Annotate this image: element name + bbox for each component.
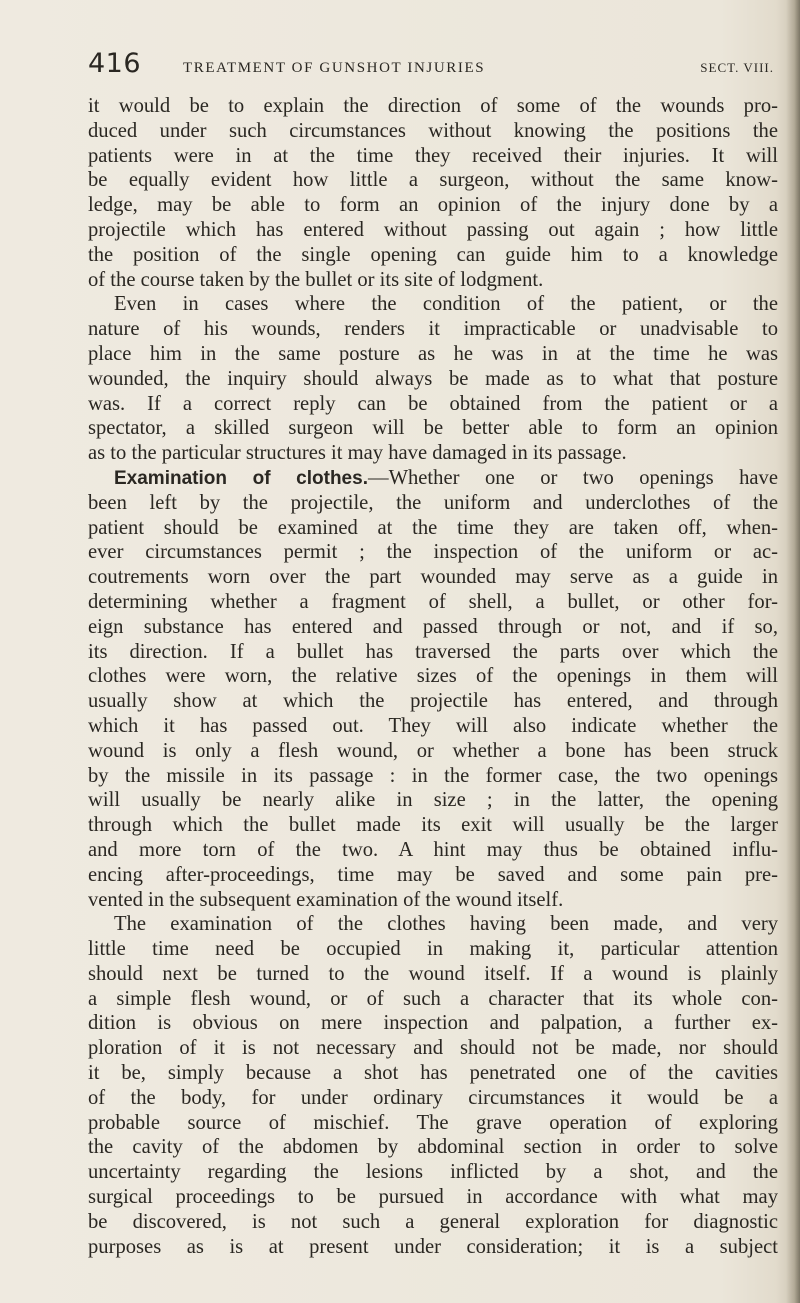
text-line: ever circumstances permit ; the inspection of the uniform or ac- — [88, 541, 778, 564]
text-line: ploration of it is not necessary and should not be made, nor should — [88, 1037, 778, 1060]
text-line: duced under such circumstances without knowing the positions the — [88, 119, 778, 142]
text-line: be discovered, is not such a general exploration for diagnostic — [88, 1210, 778, 1233]
text-line: usually show at which the projectile has entered, and through — [88, 690, 778, 713]
text-line: spectator, a skilled surgeon will be better able to form an opinion — [88, 417, 778, 440]
text-line: and more torn of the two. A hint may thus be obtained influ- — [88, 838, 778, 861]
text-line: the cavity of the abdomen by abdominal section in order to solve — [88, 1136, 778, 1159]
text-line: it would be to explain the direction of some of the wounds pro- — [88, 95, 778, 117]
text-line: the position of the single opening can guide him to a knowledge — [88, 243, 778, 266]
text-line: it be, simply because a shot has penetrated one of the cavities — [88, 1062, 778, 1085]
section-heading-line — [88, 466, 778, 491]
running-header — [88, 48, 774, 88]
text-line: dition is obvious on mere inspection and palpation, a further ex- — [88, 1012, 778, 1035]
text-line: its direction. If a bullet has traversed the parts over which the — [88, 640, 778, 663]
text-line: patient should be examined at the time they are taken off, when- — [88, 516, 778, 539]
running-title: TREATMENT OF GUNSHOT INJURIES — [183, 60, 486, 76]
paragraph-start-line: The examination of the clothes having been made, and very — [114, 913, 778, 936]
section-heading: Examination of clothes. — [114, 467, 368, 489]
text-line: surgical proceedings to be pursued in accordance with what may — [88, 1186, 778, 1209]
text-line: projectile which has entered without passing out again ; how little — [88, 218, 778, 241]
page-number: 416 — [88, 48, 142, 79]
text-line: will usually be nearly alike in size ; in the latter, the opening — [88, 789, 778, 812]
text-line: place him in the same posture as he was in at the time he was — [88, 342, 778, 365]
text-line: of the course taken by the bullet or its site of lodgment. — [88, 268, 544, 291]
text-line: eign substance has entered and passed through or not, and if so, — [88, 615, 778, 638]
text-line: vented in the subsequent examination of the wound itself. — [88, 888, 564, 911]
text-line: patients were in at the time they received their injuries. It will — [88, 144, 778, 167]
paragraph-start-line: Even in cases where the condition of the patient, or the — [114, 293, 778, 316]
page-edge-shadow — [786, 0, 800, 1303]
text-line: should next be turned to the wound itself. If a wound is plainly — [88, 962, 778, 985]
text-line: coutrements worn over the part wounded may serve as a guide in — [88, 566, 778, 589]
text-line: purposes as is at present under consideration; it is a subject — [88, 1235, 778, 1258]
text-line: a simple flesh wound, or of such a character that its whole con- — [88, 987, 778, 1010]
text-line: of the body, for under ordinary circumstances it would be a — [88, 1086, 778, 1109]
section-label: SECT. VIII. — [700, 60, 774, 75]
text-line: by the missile in its passage : in the former case, the two openings — [88, 764, 778, 787]
text-line: be equally evident how little a surgeon, without the same know- — [88, 169, 778, 192]
text-line: ledge, may be able to form an opinion of the injury done by a — [88, 194, 778, 217]
body-text — [88, 94, 778, 1259]
text-line: determining whether a fragment of shell, a bullet, or other for- — [88, 590, 778, 613]
text-line: clothes were worn, the relative sizes of the openings in them will — [88, 665, 778, 688]
text-line: nature of his wounds, renders it impracticable or unadvisable to — [88, 318, 778, 341]
text-line: wound is only a flesh wound, or whether a bone has been struck — [88, 739, 778, 762]
text-line: uncertainty regarding the lesions inflicted by a shot, and the — [88, 1161, 778, 1184]
text-line: wounded, the inquiry should always be made as to what that posture — [88, 367, 778, 390]
text-line: little time need be occupied in making it, particular attention — [88, 938, 778, 961]
text-line: probable source of mischief. The grave operation of exploring — [88, 1111, 778, 1134]
text-line: encing after-proceedings, time may be saved and some pain pre- — [88, 863, 778, 886]
text-line: been left by the projectile, the uniform and underclothes of the — [88, 491, 778, 514]
text-line: was. If a correct reply can be obtained from the patient or a — [88, 392, 778, 415]
text-line: as to the particular structures it may have damaged in its passage. — [88, 442, 627, 465]
text-line: through which the bullet made its exit will usually be the larger — [88, 814, 778, 837]
text-line: which it has passed out. They will also indicate whether the — [88, 714, 778, 737]
heading-line-text: —Whether one or two openings have — [367, 466, 778, 489]
